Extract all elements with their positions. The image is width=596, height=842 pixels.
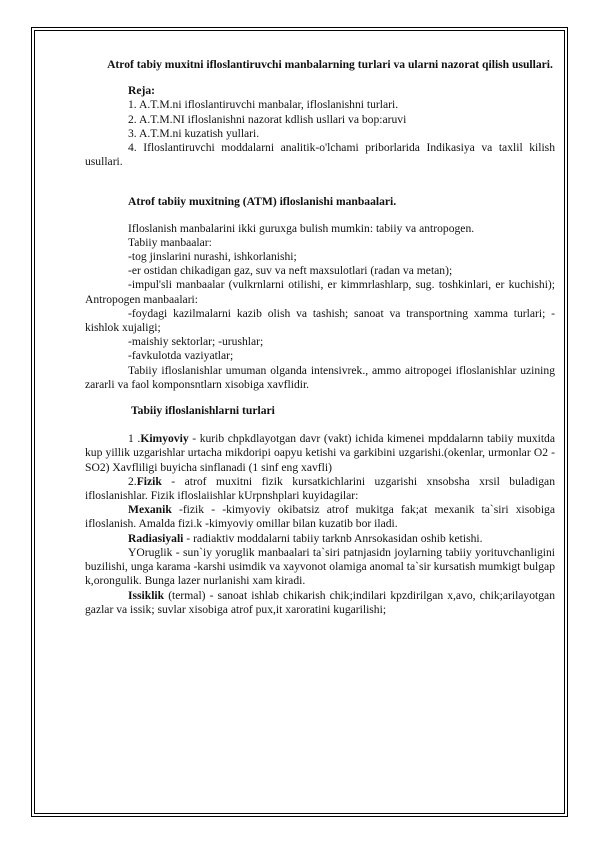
natural-item-2: -er ostidan chikadigan gaz, suv va neft maxsulotlari (radan va metan); xyxy=(128,264,453,278)
sources-summary: Tabiiy ifloslanishlar umuman olganda intensivrek., ammo aitropogei ifloslanishlar uzining zararli va faol komponsntlarn xisobiga xavflidir. xyxy=(85,363,555,391)
sources-intro: Ifloslanish manbalarini ikki guruxga bulish mumkin: tabiiy va antropogen. xyxy=(128,221,475,235)
plan-item-1: 1. A.T.M.ni ifloslantiruvchi manbalar, ifloslanishni turlari. xyxy=(128,98,399,112)
natural-sources-label: Tabiiy manbaalar: xyxy=(128,235,212,249)
paragraph-chemical: 1 .Kimyoviy - kurib chpkdlayotgan davr (vakt) ichida kimenei mpddalarnn tabiiy muxitda kup yillik uzgarishlar urtacha mikdoripi oapyu ketishi va garkibini uzgarishi.(okenlar, urmonlar O2 -SO2) Xavfliligi buyicha sinflanadi (1 sinf eng xavfli) xyxy=(85,432,556,474)
natural-item-3: -impul'sli manbaalar (vulkrnlarni otilishi, er kimmrlashlarp, sug. toshkinlari, er kuchishi); Antropogen manbaalari: xyxy=(85,278,555,306)
paragraph-light: YOruglik - sun`iy yoruglik manbaalari ta`siri patnjasidn joylarning tabiiy yorituvchanligini buzilishi, unga karama -karshi usimdik va xayvonot olamiga anomal ta`sir kursatish mumkigt bulgap k,orongulik. Bunga lazer nurlanishi xam kiradi. xyxy=(85,545,555,588)
anthropogenic-item-3: -favkulotda vaziyatlar; xyxy=(128,349,234,363)
section-heading-sources: Atrof tabiiy muxitning (ATM) ifloslanishi manbaalari. xyxy=(128,195,397,209)
paragraph-radiation: Radiasiyali - radiaktiv moddalarni tabiiy tarknb Anrsokasidan oshib ketishi. xyxy=(128,531,483,545)
plan-item-2: 2. A.T.M.NI ifloslanishni nazorat kdlish usllari va bop:aruvi xyxy=(128,112,407,126)
plan-item-4: 4. Ifloslantiruvchi moddalarni analitik-o'lchami priborlarida Indikasiya va taxlil kilish usullari. xyxy=(85,141,555,169)
paragraph-thermal: Issiklik (termal) - sanoat ishlab chikarish chik;indilari kpzdirilgan x,avo, chik;arilayotgan gazlar va issik; suvlar xisobiga atrof pux,it xaroratini kugarilishi; xyxy=(85,588,555,616)
paragraph-mechanical: Mexanik -fizik - -kimyoviy okibatsiz atrof mukitga fak;at mexanik ta`siri xisobiga ifloslanish. Amalda fizi.k -kimyoviy omillar bilan kuzatib bor iladi. xyxy=(85,503,555,531)
plan-label: Reja: xyxy=(128,84,156,98)
anthropogenic-item-1: -foydagi kazilmalarni kazib olish va tashish; sanoat va transportning xamma turlari; -kishlok xujaligi; xyxy=(85,306,555,335)
paragraph-physical: 2.Fizik - atrof muxitni fizik kursatkichlarini uzgarishi xnsobsha xrsil buladigan ifloslanishlar. Fizik ifloslaiishlar kUrpnshplari kuyidagilar: xyxy=(85,474,555,503)
document-body xyxy=(85,58,555,617)
page-title: Atrof tabiy muxitni ifloslantiruvchi manbalarning turlari va ularni nazorat qilish usullari. xyxy=(107,58,553,71)
section-heading-types: Tabiiy ifloslanishlarni turlari xyxy=(131,404,275,418)
anthropogenic-item-2: -maishiy sektorlar; -urushlar; xyxy=(128,335,264,349)
natural-item-1: -tog jinslarini nurashi, ishkorlanishi; xyxy=(128,250,297,264)
plan-item-3: 3. A.T.M.ni kuzatish yullari. xyxy=(128,126,260,140)
